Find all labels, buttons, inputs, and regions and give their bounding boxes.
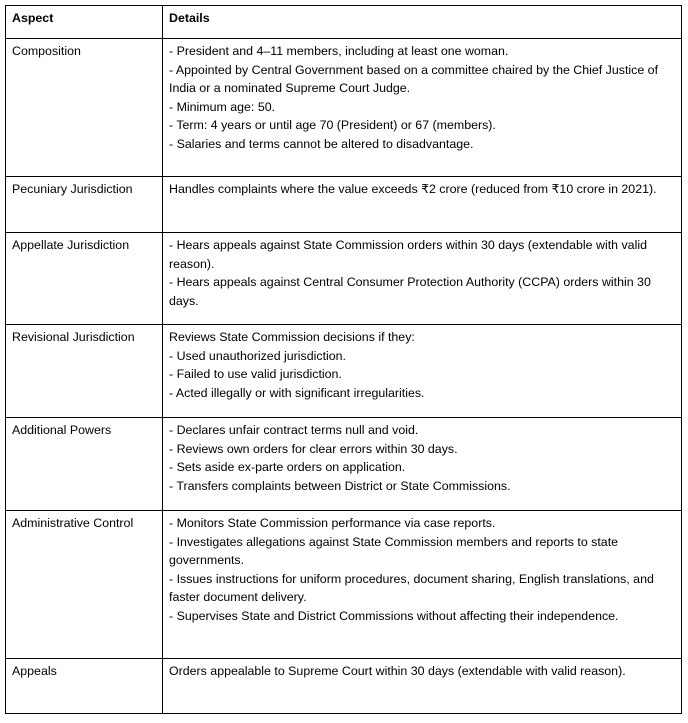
- aspect-cell: Pecuniary Jurisdiction: [6, 177, 163, 233]
- detail-line: - Transfers complaints between District or State Commissions.: [169, 478, 511, 493]
- detail-line: Orders appealable to Supreme Court within 30 days (extendable with valid reason).: [169, 664, 626, 678]
- table-row: [6, 39, 682, 177]
- detail-line: - Monitors State Commission performance via case reports.: [169, 516, 496, 530]
- details-cell: [163, 233, 682, 325]
- detail-line: - Declares unfair contract terms null and void.: [169, 423, 419, 437]
- commission-table: [5, 5, 682, 714]
- details-cell: [163, 511, 682, 659]
- detail-line: - Hears appeals against Central Consumer Protection Authority (CCPA) orders within 30 days.: [169, 275, 651, 308]
- table-row: [6, 418, 682, 511]
- details-cell: [163, 325, 682, 418]
- detail-line: - President and 4–11 members, including at least one woman.: [169, 44, 509, 58]
- detail-line: - Acted illegally or with significant irregularities.: [169, 385, 425, 400]
- details-cell: [163, 177, 682, 233]
- details-cell: [163, 659, 682, 714]
- aspect-cell: Appellate Jurisdiction: [6, 233, 163, 325]
- detail-line: Handles complaints where the value exceeds ₹2 crore (reduced from ₹10 crore in 2021).: [169, 182, 657, 196]
- detail-line: - Used unauthorized jurisdiction.: [169, 348, 347, 363]
- details-cell: [163, 39, 682, 177]
- table-row: [6, 511, 682, 659]
- header-row: [6, 6, 682, 39]
- detail-line: - Salaries and terms cannot be altered to disadvantage.: [169, 136, 474, 151]
- header-aspect: Aspect: [6, 6, 163, 39]
- table-row: [6, 233, 682, 325]
- detail-line: - Supervises State and District Commissions without affecting their independence.: [169, 608, 619, 623]
- aspect-cell: Appeals: [6, 659, 163, 714]
- detail-line: - Minimum age: 50.: [169, 99, 276, 114]
- detail-line: - Failed to use valid jurisdiction.: [169, 367, 342, 382]
- aspect-cell: Revisional Jurisdiction: [6, 325, 163, 418]
- table-row: [6, 659, 682, 714]
- detail-line: - Hears appeals against State Commission orders within 30 days (extendable with valid reason).: [169, 238, 647, 271]
- details-cell: [163, 418, 682, 511]
- detail-line: - Issues instructions for uniform procedures, document sharing, English translations, and faster document delivery.: [169, 571, 654, 605]
- table-row: [6, 325, 682, 418]
- table-row: [6, 177, 682, 233]
- aspect-cell: Additional Powers: [6, 418, 163, 511]
- aspect-cell: Administrative Control: [6, 511, 163, 659]
- detail-line: - Reviews own orders for clear errors within 30 days.: [169, 441, 458, 456]
- detail-line: Reviews State Commission decisions if they:: [169, 330, 415, 344]
- detail-line: - Sets aside ex-parte orders on application.: [169, 460, 406, 475]
- aspect-cell: Composition: [6, 39, 163, 177]
- detail-line: - Term: 4 years or until age 70 (President) or 67 (members).: [169, 118, 496, 133]
- detail-line: - Appointed by Central Government based on a committee chaired by the Chief Justice of India or a nominated Supreme Court Judge.: [169, 62, 659, 96]
- header-details: Details: [163, 6, 682, 39]
- detail-line: - Investigates allegations against State Commission members and reports to state governments.: [169, 534, 619, 568]
